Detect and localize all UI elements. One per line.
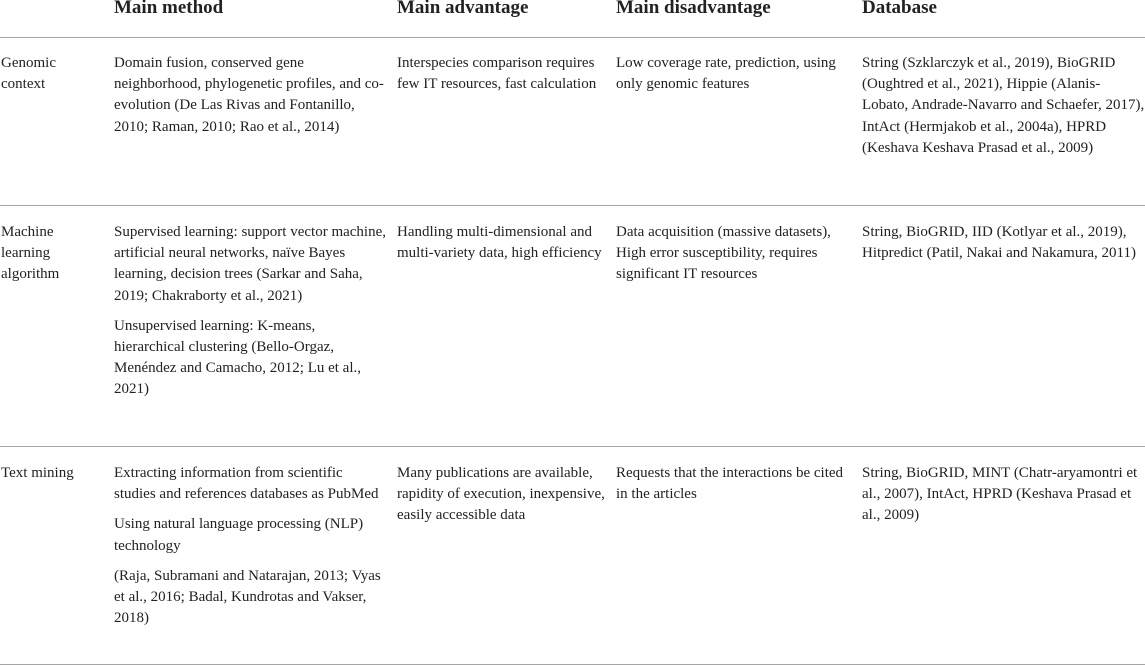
header-main-method: Main method [114, 0, 224, 18]
row-text-mining-database: String, BioGRID, MINT (Chatr-aryamontri et al., 2007), IntAct, HPRD (Keshava Prasad et al., 2009) [862, 465, 1138, 524]
header-database: Database [862, 0, 937, 18]
row-machine-learning-disadvantage: Data acquisition (massive datasets), High error susceptibility, requires significant IT resources [616, 224, 831, 283]
row-machine-learning-method [114, 222, 386, 401]
row-genomic-context-method [114, 53, 386, 138]
header-main-disadvantage: Main disadvantage [616, 0, 771, 18]
method-paragraph: Using natural language processing (NLP) technology [114, 516, 364, 554]
row-divider [0, 446, 1145, 447]
row-genomic-context-advantage: Interspecies comparison requires few IT resources, fast calculation [397, 55, 597, 93]
row-divider [0, 205, 1145, 206]
header-divider [0, 37, 1145, 38]
method-paragraph: (Raja, Subramani and Natarajan, 2013; Vyas et al., 2016; Badal, Kundrotas and Vakser, 2018) [114, 567, 381, 627]
method-paragraph: Extracting information from scientific studies and references databases as PubMed [114, 465, 379, 503]
row-machine-learning-category: Machine learning algorithm [1, 224, 60, 283]
header-main-advantage: Main advantage [397, 0, 529, 18]
row-machine-learning-advantage: Handling multi-dimensional and multi-variety data, high efficiency [397, 224, 602, 262]
method-paragraph: Supervised learning: support vector machine, artificial neural networks, naïve Bayes learning, decision trees (Sarkar and Saha, 2019; Chakraborty et al., 2021) [114, 224, 387, 304]
method-paragraph: Domain fusion, conserved gene neighborhood, phylogenetic profiles, and co-evolution (De Las Rivas and Fontanillo, 2010; Raman, 2010; Rao et al., 2014) [114, 55, 384, 135]
row-text-mining-category: Text mining [1, 465, 74, 481]
row-machine-learning-database: String, BioGRID, IID (Kotlyar et al., 2019), Hitpredict (Patil, Nakai and Nakamura, 2011) [862, 224, 1136, 262]
row-genomic-context-database: String (Szklarczyk et al., 2019), BioGRID (Oughtred et al., 2021), Hippie (Alanis-Lobato, Andrade-Navarro and Schaefer, 2017), IntAct (Hermjakob et al., 2004a), HPRD (Keshava Keshava Prasad et al., 2009) [862, 55, 1145, 156]
row-text-mining-disadvantage: Requests that the interactions be cited in the articles [616, 465, 844, 503]
row-genomic-context-category: Genomic context [1, 55, 56, 93]
row-text-mining-method [114, 463, 386, 629]
row-text-mining-advantage: Many publications are available, rapidity of execution, inexpensive, easily accessible data [397, 465, 605, 524]
method-paragraph: Unsupervised learning: K-means, hierarchical clustering (Bello-Orgaz, Menéndez and Camacho, 2012; Lu et al., 2021) [114, 317, 362, 398]
table-bottom-rule [0, 664, 1145, 665]
row-genomic-context-disadvantage: Low coverage rate, prediction, using only genomic features [616, 55, 836, 93]
